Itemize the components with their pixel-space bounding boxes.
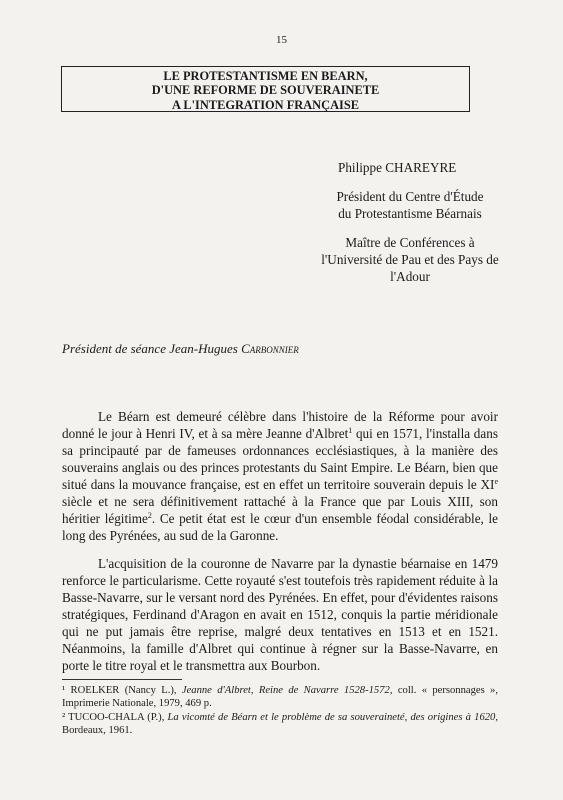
affiliation-2-line-3: l'Adour bbox=[390, 269, 430, 284]
paragraph-2-text: L'acquisition de la couronne de Navarre par la dynastie béarnaise en 1479 renforce le particularisme. Cette royauté s'est toutefois très rapidement réduite à la Basse-Navarre, sur le versant nord des Pyrénées. En effet, pour d'évidentes raisons stratégiques, Ferdinand d'Aragon en avait en 1512, conquis la partie méridionale qui ne put jamais être reprise, malgré deux tentatives en 1513 et en 1521. Néanmoins, la famille d'Albret qui continue à régner sur la Basse-Navarre, en porte le titre royal et le transmettra aux Bourbon. bbox=[62, 556, 498, 673]
author-name: Philippe CHAREYRE bbox=[338, 160, 457, 175]
footnote-2-prefix: ² TUCOO-CHALA (P.), bbox=[62, 711, 168, 723]
affiliation-1 bbox=[290, 188, 530, 222]
affiliation-2-line-2: l'Université de Pau et des Pays de bbox=[321, 252, 499, 267]
footnote-2-suffix: , Bordeaux, 1961. bbox=[62, 711, 498, 736]
footnote-1-prefix: ¹ ROELKER (Nancy L.), bbox=[62, 685, 182, 696]
affiliation-2-line-1: Maître de Conférences à bbox=[345, 235, 475, 250]
paragraph-2 bbox=[62, 555, 498, 674]
session-chair bbox=[62, 341, 299, 357]
session-chair-name: Carbonnier bbox=[241, 341, 299, 356]
session-chair-label: Président de séance Jean-Hugues bbox=[62, 341, 242, 356]
footnote-1-suffix: , coll. « personnages », Imprimerie Nationale, 1979, 469 p. bbox=[62, 685, 498, 710]
paragraph-1 bbox=[62, 408, 498, 544]
affiliation-1-line-1: Président du Centre d'Étude bbox=[336, 189, 484, 204]
paragraph-1-part-3: siècle et ne sera définitivement rattaché à la France que par Louis XIII, son héritier légitime bbox=[62, 494, 498, 526]
footnotes bbox=[62, 684, 498, 737]
page-number: 15 bbox=[276, 34, 287, 46]
footnote-2-title: La vicomté de Béarn et le problème de sa souveraineté, des origines à 1620 bbox=[167, 711, 496, 723]
author-block bbox=[290, 159, 530, 285]
footnote-ref-1: 1 bbox=[348, 426, 353, 435]
paragraph-1-part-2: qui en 1571, l'installa dans sa principauté par de fameuses ordonnances ecclésiastiques, à la manière des souverains anglais ou des princes protestants du Saint Empire. Le Béarn, bien que situé dans la mouvance française, est en effet un territoire souverain depuis le XI bbox=[62, 426, 498, 492]
footnote-1 bbox=[62, 684, 498, 711]
title-line-3: A L'INTEGRATION FRANÇAISE bbox=[171, 97, 360, 112]
title-box bbox=[61, 66, 470, 112]
title-line-1: LE PROTESTANTISME EN BEARN, bbox=[163, 69, 368, 83]
paragraph-1-part-4: . Ce petit état est le cœur d'un ensemble féodal considérable, le long des Pyrénées, au sud de la Garonne. bbox=[62, 511, 498, 543]
paragraph-1-part-1: Le Béarn est demeuré célèbre dans l'histoire de la Réforme pour avoir donné le jour à Henri IV, et à sa mère Jeanne d'Albret bbox=[62, 409, 498, 441]
footnote-1-title: Jeanne d'Albret, Reine de Navarre 1528-1572 bbox=[181, 685, 390, 696]
title-line-2: D'UNE REFORME DE SOUVERAINETE bbox=[151, 83, 380, 98]
footnote-separator bbox=[62, 679, 182, 680]
century-superscript: e bbox=[494, 477, 498, 486]
affiliation-1-line-2: du Protestantisme Béarnais bbox=[338, 206, 482, 221]
footnote-2 bbox=[62, 711, 498, 738]
affiliation-2 bbox=[290, 234, 530, 285]
footnote-ref-2: 2 bbox=[147, 511, 152, 520]
